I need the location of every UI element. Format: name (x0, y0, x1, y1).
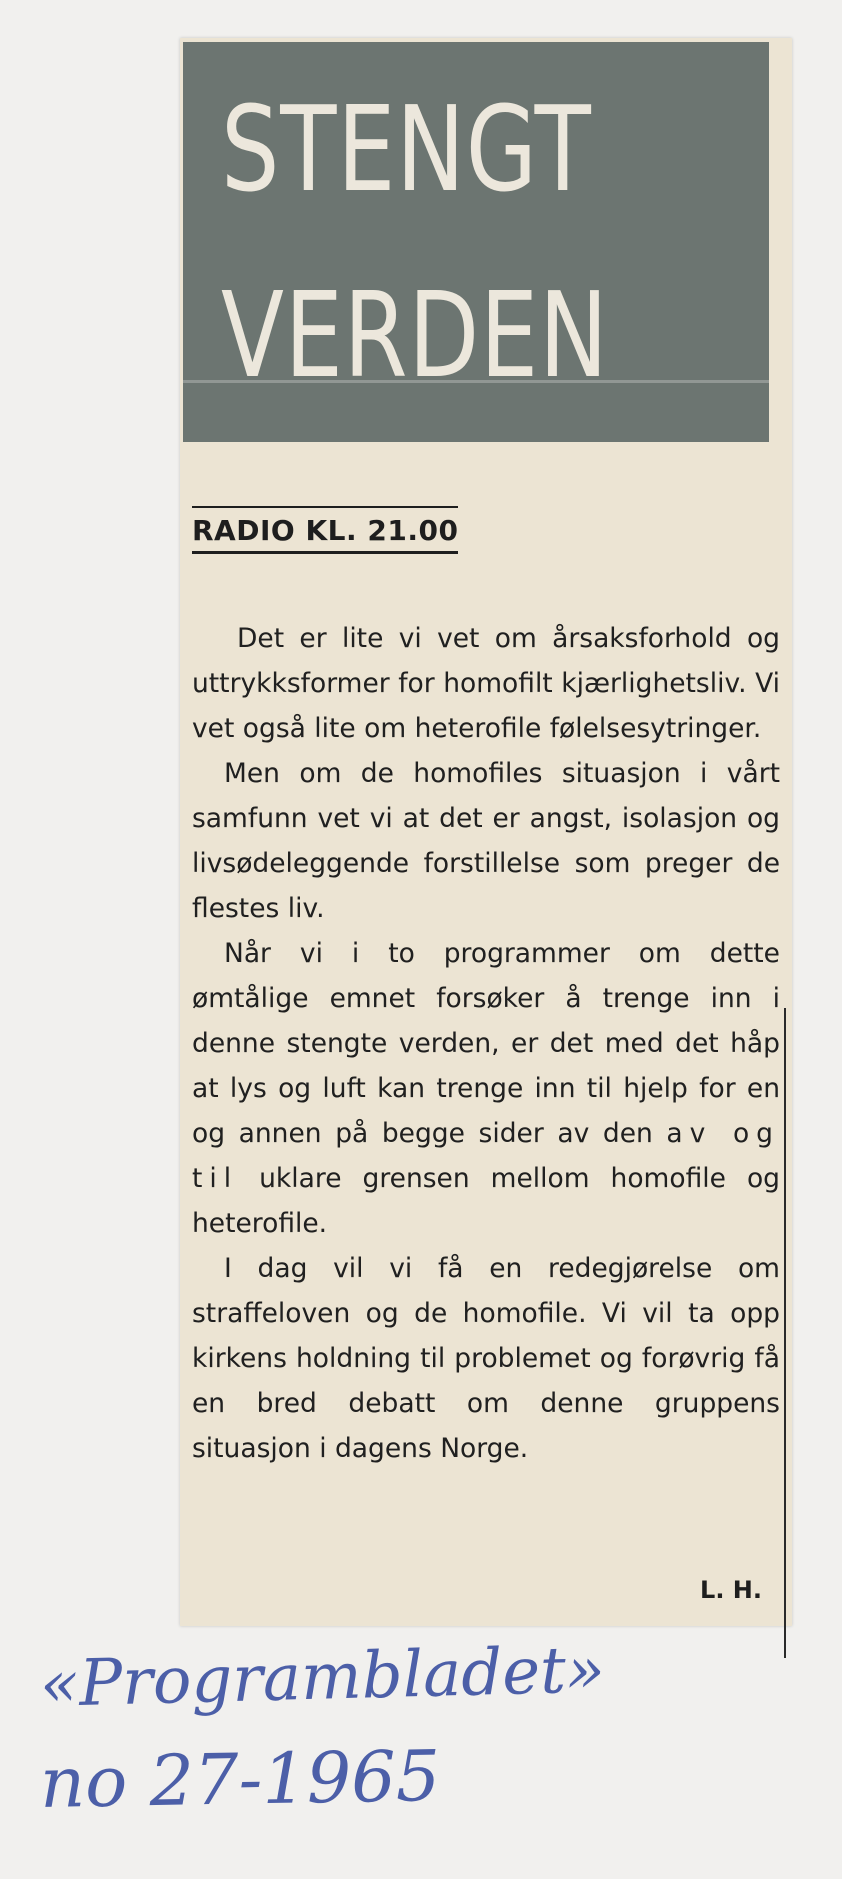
handwritten-source-line: «Programbladet» (39, 1633, 606, 1722)
column-rule (784, 1008, 786, 1658)
headline-block (183, 42, 769, 442)
article-body (192, 616, 780, 1471)
fold-crease (183, 380, 769, 383)
radio-time-label: RADIO KL. 21.00 (192, 506, 458, 554)
article-paragraph-4: I dag vil vi få en redegjørelse om straffeloven og de homofile. Vi vil ta opp kirkens holdning til problemet og forøvrig få en bred debatt om denne gruppens situasjon i dagens Norge. (192, 1253, 780, 1464)
newspaper-clipping (180, 38, 792, 1626)
article-paragraph-3 (192, 931, 780, 1246)
headline-line-2: VERDEN (221, 266, 609, 404)
article-paragraph-2: Men om de homofiles situasjon i vårt samfunn vet vi at det er angst, isolasjon og livsødeleggende forstillelse som preger de flestes liv. (192, 758, 780, 924)
article-paragraph-3-end: uklare grensen mellom homofile og heterofile. (192, 1163, 780, 1239)
headline-line-1: STENGT (221, 80, 592, 218)
handwritten-issue-line: no 27-1965 (39, 1735, 442, 1824)
author-signature: L. H. (700, 1576, 762, 1604)
article-paragraph-3-start: Når vi i to programmer om dette ømtålige emnet forsøker å trenge inn i denne stengte verden, er det med det håp at lys og luft kan trenge inn til hjelp for en og annen på begge sider av den (192, 938, 780, 1149)
article-paragraph-3-spaced-phrase: av og til (192, 1118, 780, 1194)
article-paragraph-1: Det er lite vi vet om årsaksforhold og uttrykksformer for homofilt kjærlighetsliv. Vi vet også lite om heterofile følelsesytringer. (192, 623, 780, 744)
